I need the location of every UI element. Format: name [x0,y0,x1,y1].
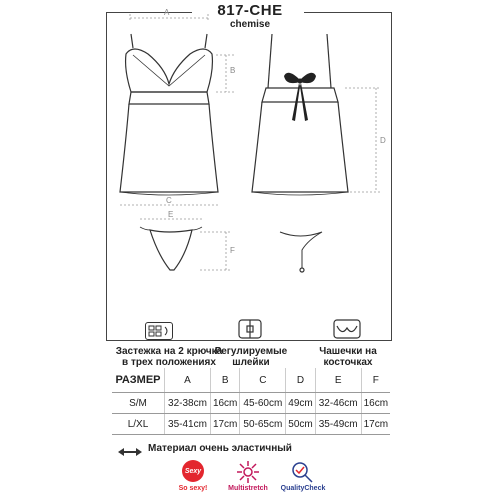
front-chemise-drawing [120,34,218,195]
table-cell: 32-38cm [165,393,211,414]
adjustable-strap-icon [237,318,263,340]
front-thong-drawing [140,227,202,270]
table-cell: 16cm [211,393,240,414]
product-type: chemise [229,19,271,30]
table-cell: 35-49cm [315,414,361,435]
table-cell: 50cm [286,414,315,435]
feature-label-clasp-line1: Застежка на 2 крючка [115,346,223,357]
so-sexy-label: So sexy! [178,485,208,492]
dim-label-c: C [166,196,172,205]
bow-icon [284,73,316,121]
table-cell: 49cm [286,393,315,414]
dim-label-b: B [230,66,236,75]
header-d: D [286,368,315,393]
table-row [112,414,390,435]
feature-label-straps-line1: Регулируемые [214,346,288,357]
header-a: A [165,368,211,393]
back-chemise-drawing [252,34,348,195]
so-sexy-badge [182,460,204,482]
row-size-label: L/XL [112,414,165,435]
size-table [112,368,390,435]
header-size: РАЗМЕР [112,368,165,393]
row-size-label: S/M [112,393,165,414]
feature-label-clasp-line2: в трех положениях [122,357,216,368]
multistretch-label: Multistretch [228,485,268,492]
header-b: B [211,368,240,393]
table-cell: 17cm [211,414,240,435]
dim-label-d: D [380,136,386,145]
dim-label-f: F [230,246,235,255]
table-cell: 17cm [361,414,390,435]
hook-clasp-icon [145,322,173,340]
stretch-arrows-icon [118,444,142,454]
feature-label-cups [300,346,396,368]
feature-label-cups-line2: косточках [323,357,373,368]
underwire-cups-icon [332,318,362,340]
header-f: F [361,368,390,393]
material-note: Материал очень эластичный [148,443,292,454]
quality-check-label: QualityCheck [280,485,326,492]
table-cell: 45-60cm [240,393,286,414]
dim-label-e: E [168,210,174,219]
quality-check-icon [290,460,314,484]
multistretch-icon [236,460,260,484]
back-thong-drawing [280,232,322,272]
dim-label-a: A [164,8,170,17]
header-c: C [240,368,286,393]
feature-label-straps [206,346,296,368]
table-cell: 35-41cm [165,414,211,435]
table-cell: 50-65cm [240,414,286,435]
feature-label-cups-line1: Чашечки на [319,346,377,357]
so-sexy-badge-text: Sexy [184,467,202,475]
table-row [112,393,390,414]
table-cell: 32-46cm [315,393,361,414]
table-cell: 16cm [361,393,390,414]
size-table-header-row [112,368,390,393]
header-e: E [315,368,361,393]
feature-label-straps-line2: шлейки [232,357,270,368]
product-code: 817-CHE [217,2,283,19]
